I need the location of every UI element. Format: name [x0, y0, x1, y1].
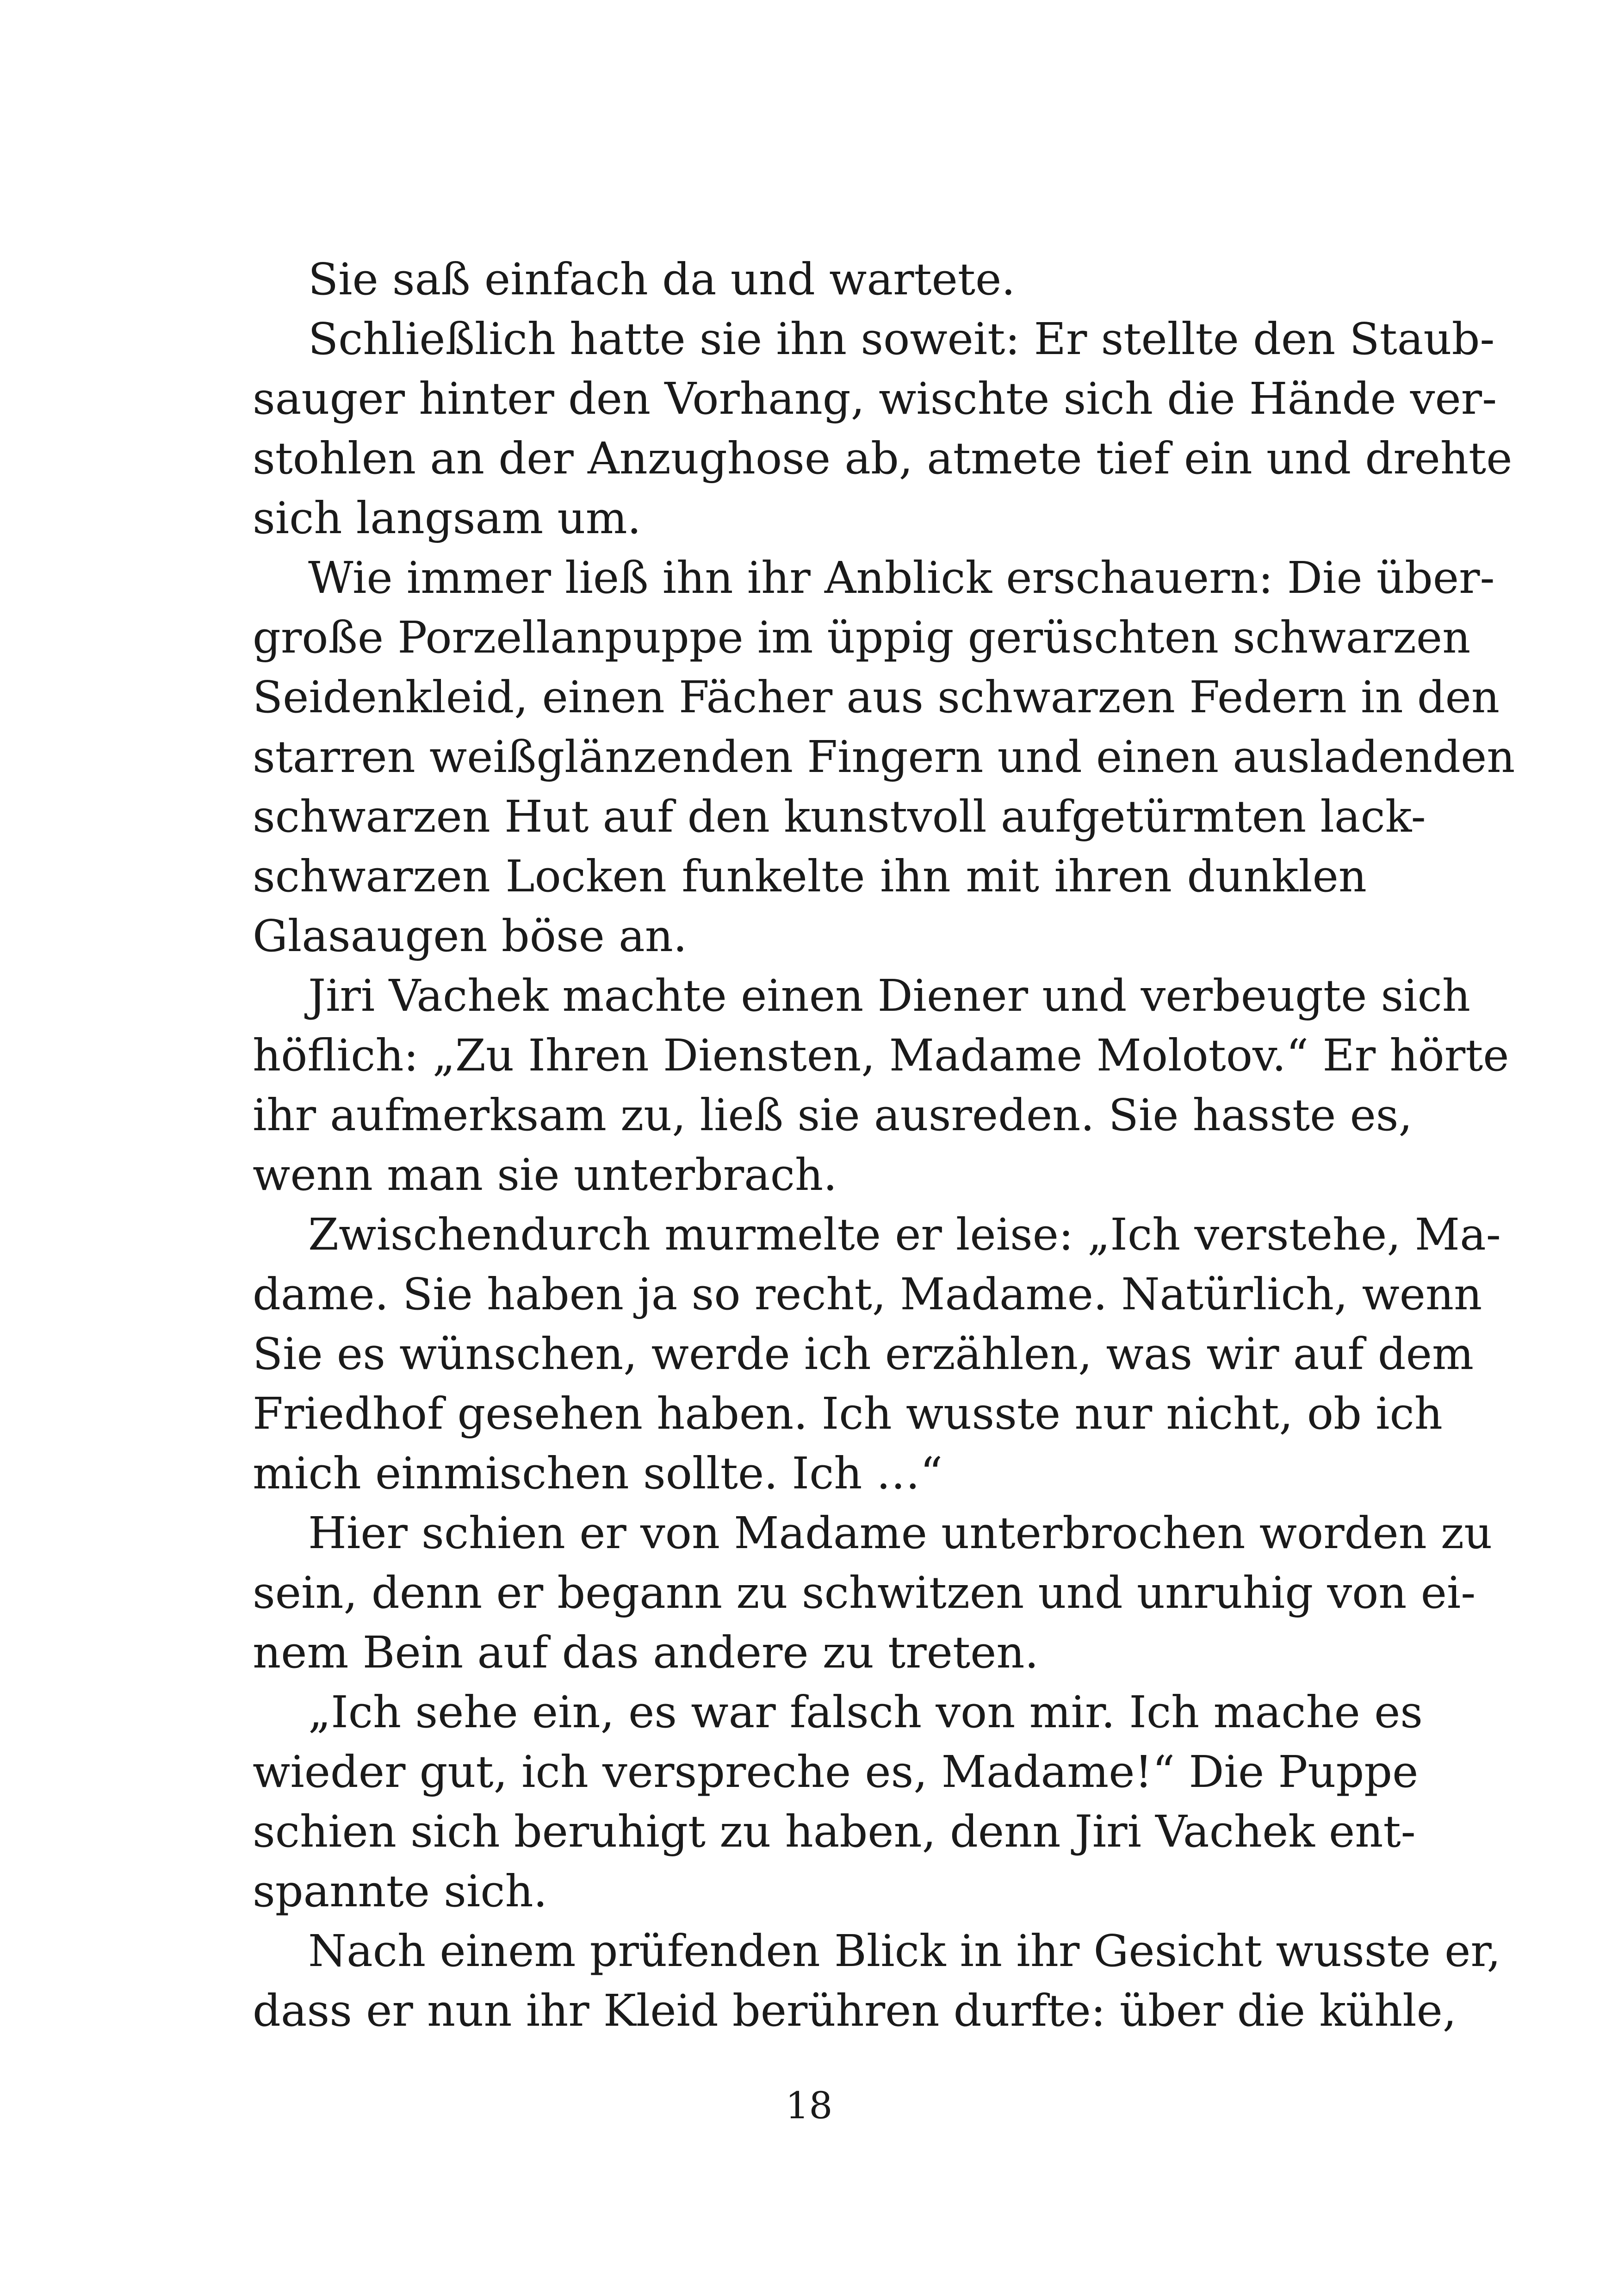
text-line: sich langsam um.: [253, 493, 641, 544]
text-line: höflich: „Zu Ihren Diensten, Madame Molotov.“ Er hörte: [253, 1030, 1509, 1081]
text-line: große Porzellanpuppe im üppig gerüschten schwarzen: [253, 612, 1471, 663]
text-line: wenn man sie unterbrach.: [253, 1150, 837, 1201]
text-line: Glasaugen böse an.: [253, 911, 688, 962]
text-line: wieder gut, ich verspreche es, Madame!“ Die Puppe: [253, 1747, 1419, 1798]
text-line: „Ich sehe ein, es war falsch von mir. Ich mache es: [308, 1687, 1423, 1738]
page-number: 18: [785, 2084, 833, 2127]
text-line: dame. Sie haben ja so recht, Madame. Natürlich, wenn: [253, 1269, 1482, 1320]
text-line: Jiri Vachek machte einen Diener und verbeugte sich: [308, 971, 1471, 1021]
text-line: dass er nun ihr Kleid berühren durfte: über die kühle,: [253, 1985, 1457, 2036]
text-line: sein, denn er begann zu schwitzen und unruhig von ei-: [253, 1568, 1476, 1618]
text-line: sauger hinter den Vorhang, wischte sich die Hände ver-: [253, 373, 1497, 424]
text-line: schwarzen Hut auf den kunstvoll aufgetürmten lack-: [253, 791, 1426, 842]
page-body: [253, 250, 1515, 2041]
text-line: Zwischendurch murmelte er leise: „Ich verstehe, Ma-: [308, 1209, 1501, 1260]
text-line: Nach einem prüfenden Blick in ihr Gesicht wusste er,: [308, 1926, 1501, 1977]
text-line: schien sich beruhigt zu haben, denn Jiri Vachek ent-: [253, 1806, 1416, 1857]
text-line: Sie es wünschen, werde ich erzählen, was wir auf dem: [253, 1329, 1474, 1380]
text-line: Wie immer ließ ihn ihr Anblick erschauern: Die über-: [308, 553, 1495, 604]
text-line: nem Bein auf das andere zu treten.: [253, 1627, 1039, 1678]
text-line: mich einmischen sollte. Ich …“: [253, 1448, 943, 1499]
text-line: ihr aufmerksam zu, ließ sie ausreden. Sie hasste es,: [253, 1090, 1413, 1141]
text-line: Friedhof gesehen haben. Ich wusste nur nicht, ob ich: [253, 1388, 1443, 1439]
text-line: starren weißglänzenden Fingern und einen ausladenden: [253, 732, 1515, 783]
text-line: Sie saß einfach da und wartete.: [308, 254, 1016, 305]
text-line: Schließlich hatte sie ihn soweit: Er stellte den Staub-: [308, 314, 1495, 365]
text-line: Hier schien er von Madame unterbrochen worden zu: [308, 1508, 1493, 1559]
text-line: Seidenkleid, einen Fächer aus schwarzen Federn in den: [253, 672, 1500, 723]
text-line: spannte sich.: [253, 1866, 547, 1917]
text-line: stohlen an der Anzughose ab, atmete tief ein und drehte: [253, 433, 1513, 484]
text-line: schwarzen Locken funkelte ihn mit ihren dunklen: [253, 851, 1367, 902]
